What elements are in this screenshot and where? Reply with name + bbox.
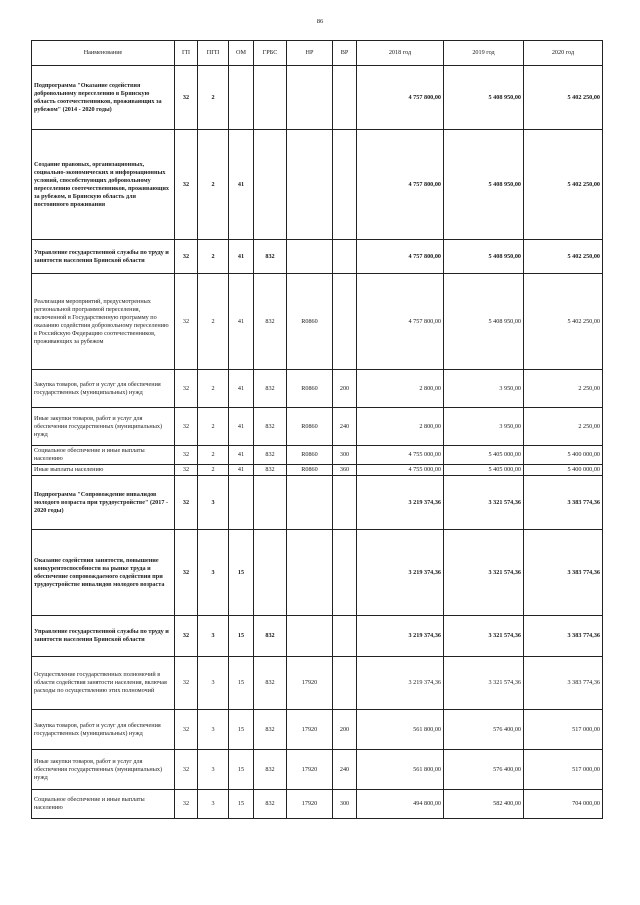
row-2019: 5 405 000,00 [444, 465, 524, 476]
row-om: 15 [229, 616, 254, 657]
row-vr [333, 274, 357, 370]
row-gp: 32 [175, 530, 198, 616]
row-vr: 300 [333, 790, 357, 819]
row-gp: 32 [175, 240, 198, 274]
row-nr: R0860 [287, 446, 333, 465]
row-grbs: 832 [254, 370, 287, 408]
table-row [32, 616, 603, 657]
row-om: 15 [229, 790, 254, 819]
row-grbs: 832 [254, 750, 287, 790]
row-2020: 2 250,00 [524, 370, 603, 408]
row-2019: 3 321 574,36 [444, 476, 524, 530]
row-2018: 4 757 800,00 [357, 66, 444, 130]
budget-table [31, 40, 603, 819]
row-nr: R0860 [287, 274, 333, 370]
row-2018: 4 757 800,00 [357, 240, 444, 274]
row-om: 41 [229, 274, 254, 370]
table-row [32, 408, 603, 446]
row-2019: 3 950,00 [444, 370, 524, 408]
row-grbs [254, 530, 287, 616]
row-vr [333, 657, 357, 710]
row-pgp: 3 [198, 616, 229, 657]
row-2018: 4 755 000,00 [357, 446, 444, 465]
row-om: 41 [229, 446, 254, 465]
row-2018: 3 219 374,36 [357, 530, 444, 616]
table-row [32, 274, 603, 370]
row-nr: 17920 [287, 790, 333, 819]
row-2020: 704 000,00 [524, 790, 603, 819]
row-grbs: 832 [254, 240, 287, 274]
row-gp: 32 [175, 274, 198, 370]
row-2019: 3 321 574,36 [444, 657, 524, 710]
row-2020: 5 400 000,00 [524, 446, 603, 465]
row-om: 15 [229, 750, 254, 790]
row-om [229, 476, 254, 530]
row-2020: 5 402 250,00 [524, 274, 603, 370]
row-pgp: 2 [198, 465, 229, 476]
row-vr [333, 616, 357, 657]
row-2019: 576 400,00 [444, 750, 524, 790]
row-nr [287, 130, 333, 240]
row-2019: 576 400,00 [444, 710, 524, 750]
row-nr [287, 476, 333, 530]
row-nr: R0860 [287, 408, 333, 446]
row-name: Закупка товаров, работ и услуг для обеспечения государственных (муниципальных) нужд [32, 370, 175, 408]
row-pgp: 3 [198, 710, 229, 750]
row-2020: 517 000,00 [524, 710, 603, 750]
row-2018: 3 219 374,36 [357, 657, 444, 710]
row-grbs [254, 66, 287, 130]
table-row [32, 476, 603, 530]
row-vr: 360 [333, 465, 357, 476]
row-gp: 32 [175, 446, 198, 465]
row-gp: 32 [175, 130, 198, 240]
row-grbs: 832 [254, 790, 287, 819]
row-2019: 3 321 574,36 [444, 616, 524, 657]
row-nr: 17920 [287, 710, 333, 750]
row-pgp: 2 [198, 66, 229, 130]
row-name: Иные закупки товаров, работ и услуг для обеспечения государственных (муниципальных) нужд [32, 750, 175, 790]
row-2019: 5 408 950,00 [444, 66, 524, 130]
row-2020: 3 383 774,36 [524, 530, 603, 616]
row-grbs: 832 [254, 710, 287, 750]
row-grbs: 832 [254, 465, 287, 476]
header-om: ОМ [229, 41, 254, 66]
row-nr: R0860 [287, 370, 333, 408]
row-name: Реализация мероприятий, предусмотренных региональной программой переселения, включенной в Государственную программу по оказанию содействия добровольному переселению в Российскую Федерацию соотечественников, проживающих за рубежом [32, 274, 175, 370]
row-gp: 32 [175, 370, 198, 408]
row-2020: 5 402 250,00 [524, 240, 603, 274]
row-name: Управление государственной службы по труду и занятости населения Брянской области [32, 240, 175, 274]
row-2019: 5 408 950,00 [444, 240, 524, 274]
row-om: 41 [229, 240, 254, 274]
row-vr [333, 130, 357, 240]
row-vr: 240 [333, 408, 357, 446]
row-gp: 32 [175, 750, 198, 790]
row-om: 41 [229, 408, 254, 446]
row-2019: 5 408 950,00 [444, 274, 524, 370]
row-name: Иные выплаты населению [32, 465, 175, 476]
row-pgp: 2 [198, 370, 229, 408]
row-gp: 32 [175, 408, 198, 446]
row-grbs: 832 [254, 657, 287, 710]
header-grbs: ГРБС [254, 41, 287, 66]
row-nr: 17920 [287, 657, 333, 710]
row-grbs: 832 [254, 616, 287, 657]
row-vr [333, 240, 357, 274]
row-name: Подпрограмма "Оказание содействия добровольному переселению в Брянскую область соотечественников, проживающих за рубежом" (2014 - 2020 годы) [32, 66, 175, 130]
row-gp: 32 [175, 66, 198, 130]
row-name: Подпрограмма "Сопровождение инвалидов молодого возраста при трудоустройстве" (2017 - 2020 годы) [32, 476, 175, 530]
row-pgp: 3 [198, 530, 229, 616]
row-om: 41 [229, 130, 254, 240]
row-grbs: 832 [254, 446, 287, 465]
row-2018: 494 800,00 [357, 790, 444, 819]
row-2018: 2 800,00 [357, 370, 444, 408]
row-name: Управление государственной службы по труду и занятости населения Брянской области [32, 616, 175, 657]
row-2018: 2 800,00 [357, 408, 444, 446]
table-row [32, 66, 603, 130]
header-nr: НР [287, 41, 333, 66]
row-vr: 300 [333, 446, 357, 465]
table-header-row [32, 41, 603, 66]
table-row [32, 370, 603, 408]
row-pgp: 2 [198, 446, 229, 465]
row-grbs: 832 [254, 408, 287, 446]
row-2020: 2 250,00 [524, 408, 603, 446]
row-vr: 240 [333, 750, 357, 790]
row-name: Создание правовых, организационных, социально-экономических и информационных условий, способствующих добровольному переселению соотечественников, проживающих за рубежом, в Брянскую область для постоянного проживания [32, 130, 175, 240]
row-2019: 582 400,00 [444, 790, 524, 819]
row-pgp: 2 [198, 130, 229, 240]
row-name: Социальное обеспечение и иные выплаты населению [32, 446, 175, 465]
row-name: Оказание содействия занятости, повышение конкурентоспособности на рынке труда и обеспечение сопровождаемого содействия при трудоустройстве инвалидов молодого возраста [32, 530, 175, 616]
row-2018: 4 757 800,00 [357, 274, 444, 370]
row-vr: 200 [333, 370, 357, 408]
header-gp: ГП [175, 41, 198, 66]
table-row [32, 530, 603, 616]
row-om: 15 [229, 657, 254, 710]
row-pgp: 3 [198, 657, 229, 710]
row-om: 41 [229, 465, 254, 476]
row-2019: 3 950,00 [444, 408, 524, 446]
row-vr [333, 66, 357, 130]
header-pgp: ПГП [198, 41, 229, 66]
row-vr [333, 476, 357, 530]
row-2018: 3 219 374,36 [357, 616, 444, 657]
header-2019: 2019 год [444, 41, 524, 66]
row-om [229, 66, 254, 130]
row-nr [287, 66, 333, 130]
table-row [32, 240, 603, 274]
row-grbs [254, 476, 287, 530]
row-2018: 4 757 800,00 [357, 130, 444, 240]
row-vr [333, 530, 357, 616]
row-2020: 3 383 774,36 [524, 616, 603, 657]
table-row [32, 446, 603, 465]
row-gp: 32 [175, 657, 198, 710]
row-2020: 5 402 250,00 [524, 66, 603, 130]
page-number: 86 [316, 18, 324, 25]
row-2019: 5 408 950,00 [444, 130, 524, 240]
table-row [32, 750, 603, 790]
table-row [32, 657, 603, 710]
row-pgp: 2 [198, 240, 229, 274]
row-grbs: 832 [254, 274, 287, 370]
row-om: 15 [229, 530, 254, 616]
row-2019: 5 405 000,00 [444, 446, 524, 465]
row-nr [287, 530, 333, 616]
row-2020: 517 000,00 [524, 750, 603, 790]
row-nr: R0860 [287, 465, 333, 476]
row-2018: 3 219 374,36 [357, 476, 444, 530]
row-gp: 32 [175, 710, 198, 750]
row-pgp: 3 [198, 750, 229, 790]
row-2018: 561 800,00 [357, 750, 444, 790]
row-2019: 3 321 574,36 [444, 530, 524, 616]
header-name: Наименование [32, 41, 175, 66]
row-2020: 3 383 774,36 [524, 476, 603, 530]
row-2018: 561 800,00 [357, 710, 444, 750]
row-gp: 32 [175, 476, 198, 530]
row-2020: 5 400 000,00 [524, 465, 603, 476]
row-gp: 32 [175, 616, 198, 657]
row-om: 15 [229, 710, 254, 750]
row-name: Закупка товаров, работ и услуг для обеспечения государственных (муниципальных) нужд [32, 710, 175, 750]
row-vr: 200 [333, 710, 357, 750]
table-row [32, 710, 603, 750]
row-name: Иные закупки товаров, работ и услуг для обеспечения государственных (муниципальных) нужд [32, 408, 175, 446]
header-2018: 2018 год [357, 41, 444, 66]
row-nr [287, 240, 333, 274]
row-gp: 32 [175, 790, 198, 819]
row-2018: 4 755 000,00 [357, 465, 444, 476]
row-2020: 3 383 774,36 [524, 657, 603, 710]
table-row [32, 130, 603, 240]
table-row [32, 465, 603, 476]
row-pgp: 2 [198, 274, 229, 370]
row-gp: 32 [175, 465, 198, 476]
row-pgp: 2 [198, 408, 229, 446]
row-nr [287, 616, 333, 657]
row-name: Социальное обеспечение и иные выплаты населению [32, 790, 175, 819]
row-grbs [254, 130, 287, 240]
row-name: Осуществление государственных полномочий в области содействия занятости населения, включая расходы по осуществлению этих полномочий [32, 657, 175, 710]
row-2020: 5 402 250,00 [524, 130, 603, 240]
row-pgp: 3 [198, 790, 229, 819]
table-body [32, 66, 603, 819]
header-2020: 2020 год [524, 41, 603, 66]
row-pgp: 3 [198, 476, 229, 530]
header-vr: ВР [333, 41, 357, 66]
row-nr: 17920 [287, 750, 333, 790]
row-om: 41 [229, 370, 254, 408]
table-row [32, 790, 603, 819]
